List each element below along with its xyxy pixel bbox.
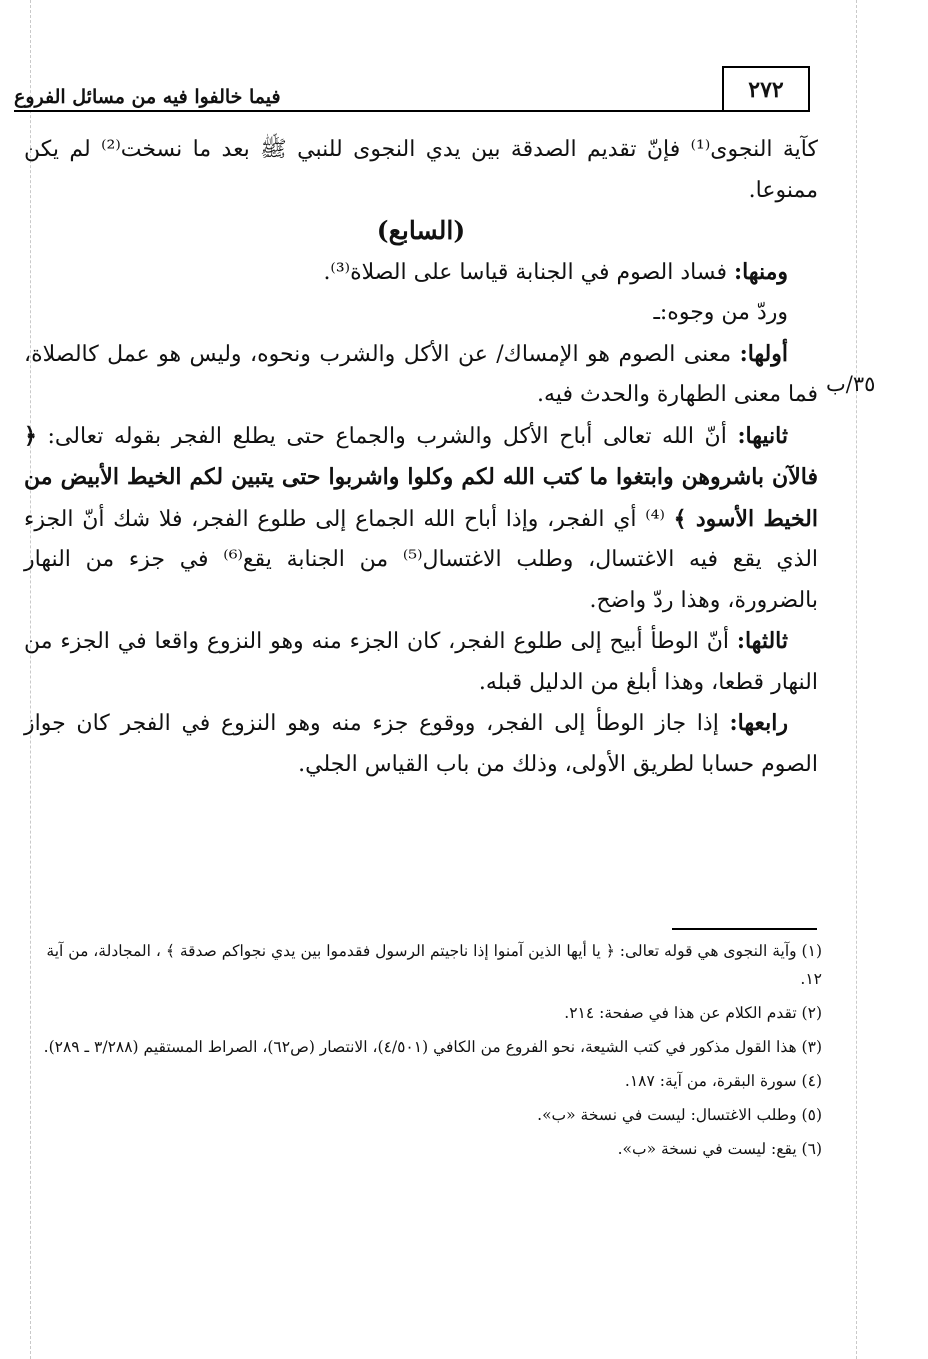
paragraph-text: معنى الصوم هو الإمساك/ عن الأكل والشرب ونحوه، وليس هو عمل كالصلاة، فما معنى الطهارة والحدث فيه.: [24, 341, 818, 407]
paragraph-fourth: [24, 703, 818, 785]
paragraph-text: أنّ الله تعالى أباح الأكل والشرب والجماع حتى يطلع الفجر بقوله تعالى:: [47, 423, 727, 449]
footnote: (٢) تقدم الكلام عن هذا في صفحة: ٢١٤.: [564, 1004, 822, 1022]
paragraph-label: ثالثها:: [736, 628, 788, 654]
guide-line-right: [856, 0, 857, 1359]
paragraph-label: ومنها:: [733, 258, 788, 285]
footnote: (٥) وطلب الاغتسال: ليست في نسخة «ب».: [537, 1106, 822, 1124]
paragraph-first: [24, 334, 818, 416]
paragraph-refutation-intro: وردّ من وجوه:ـ: [653, 300, 788, 325]
paragraph-text: إذا جاز الوطأ إلى الفجر، ووقوع جزء منه وهو النزوع في الفجر كان جواز الصوم حسابا لطريق الأولى، وذلك من باب القياس الجلي.: [24, 711, 818, 777]
main-text: [24, 130, 818, 920]
footnote-separator: [672, 928, 817, 930]
section-heading: (السابع): [376, 216, 466, 245]
footnote: (٣) هذا القول مذكور في كتب الشيعة، نحو الفروع من الكافي (٤/٥٠١)، الانتصار (ص٦٢)، الصراط المستقيم (٣/٢٨٨ ـ ٢٨٩).: [43, 1038, 822, 1056]
paragraph-label: أولها:: [739, 340, 788, 367]
page-header: [14, 66, 810, 112]
paragraph-text: أنّ الوطأ أبيح إلى طلوع الفجر، كان الجزء منه وهو النزوع واقعا في الجزء من النهار قطعا، وهذا أبلغ من الدليل قبله.: [24, 629, 818, 695]
footnote: (٦) يقع: ليست في نسخة «ب».: [617, 1140, 822, 1158]
footnote: (٤) سورة البقرة، من آية: ١٨٧.: [624, 1072, 822, 1090]
paragraph-intro: كآية النجوى⁽¹⁾ فإنّ تقديم الصدقة بين يدي النجوى للنبي ﷺ بعد ما نسخت⁽²⁾ لم يكن ممنوعا.: [24, 137, 818, 203]
header-rule: [14, 110, 810, 112]
paragraph-text: فساد الصوم في الجنابة قياسا على الصلاة⁽³⁾.: [323, 259, 727, 285]
footnote: (١) وآية النجوى هي قوله تعالى: ﴿ يا أيها الذين آمنوا إذا ناجيتم الرسول فقدموا بين يدي نجواكم صدقة ﴾ ، المجادلة، من آية ١٢.: [46, 942, 822, 988]
manuscript-folio-note: ٣٥/ب: [826, 372, 876, 396]
paragraph-text: ⁽⁴⁾ أي الفجر، وإذا أباح الله الجماع إلى طلوع الفجر، فلا شك أنّ الجزء الذي يقع فيه الاغتسال، وطلب الاغتسال⁽⁵⁾ من الجنابة يقع⁽⁶⁾ في جزء من النهار بالضرورة، وهذا ردّ واضح.: [24, 506, 819, 613]
paragraph-second: [24, 416, 818, 622]
quran-verse: ﴿ فالآن باشروهن وابتغوا ما كتب الله لكم وكلوا واشربوا حتى يتبين لكم الخيط الأبيض من الخيط الأسود ﴾: [24, 422, 818, 532]
paragraph-minha: [24, 252, 818, 294]
footnotes: [42, 937, 822, 1169]
page-number: ٢٧٢: [722, 66, 810, 112]
running-title: فيما خالفوا فيه من مسائل الفروع: [14, 86, 281, 108]
paragraph-third: [24, 621, 818, 703]
paragraph-label: ثانيها:: [737, 422, 788, 449]
paragraph-label: رابعها:: [729, 710, 788, 736]
